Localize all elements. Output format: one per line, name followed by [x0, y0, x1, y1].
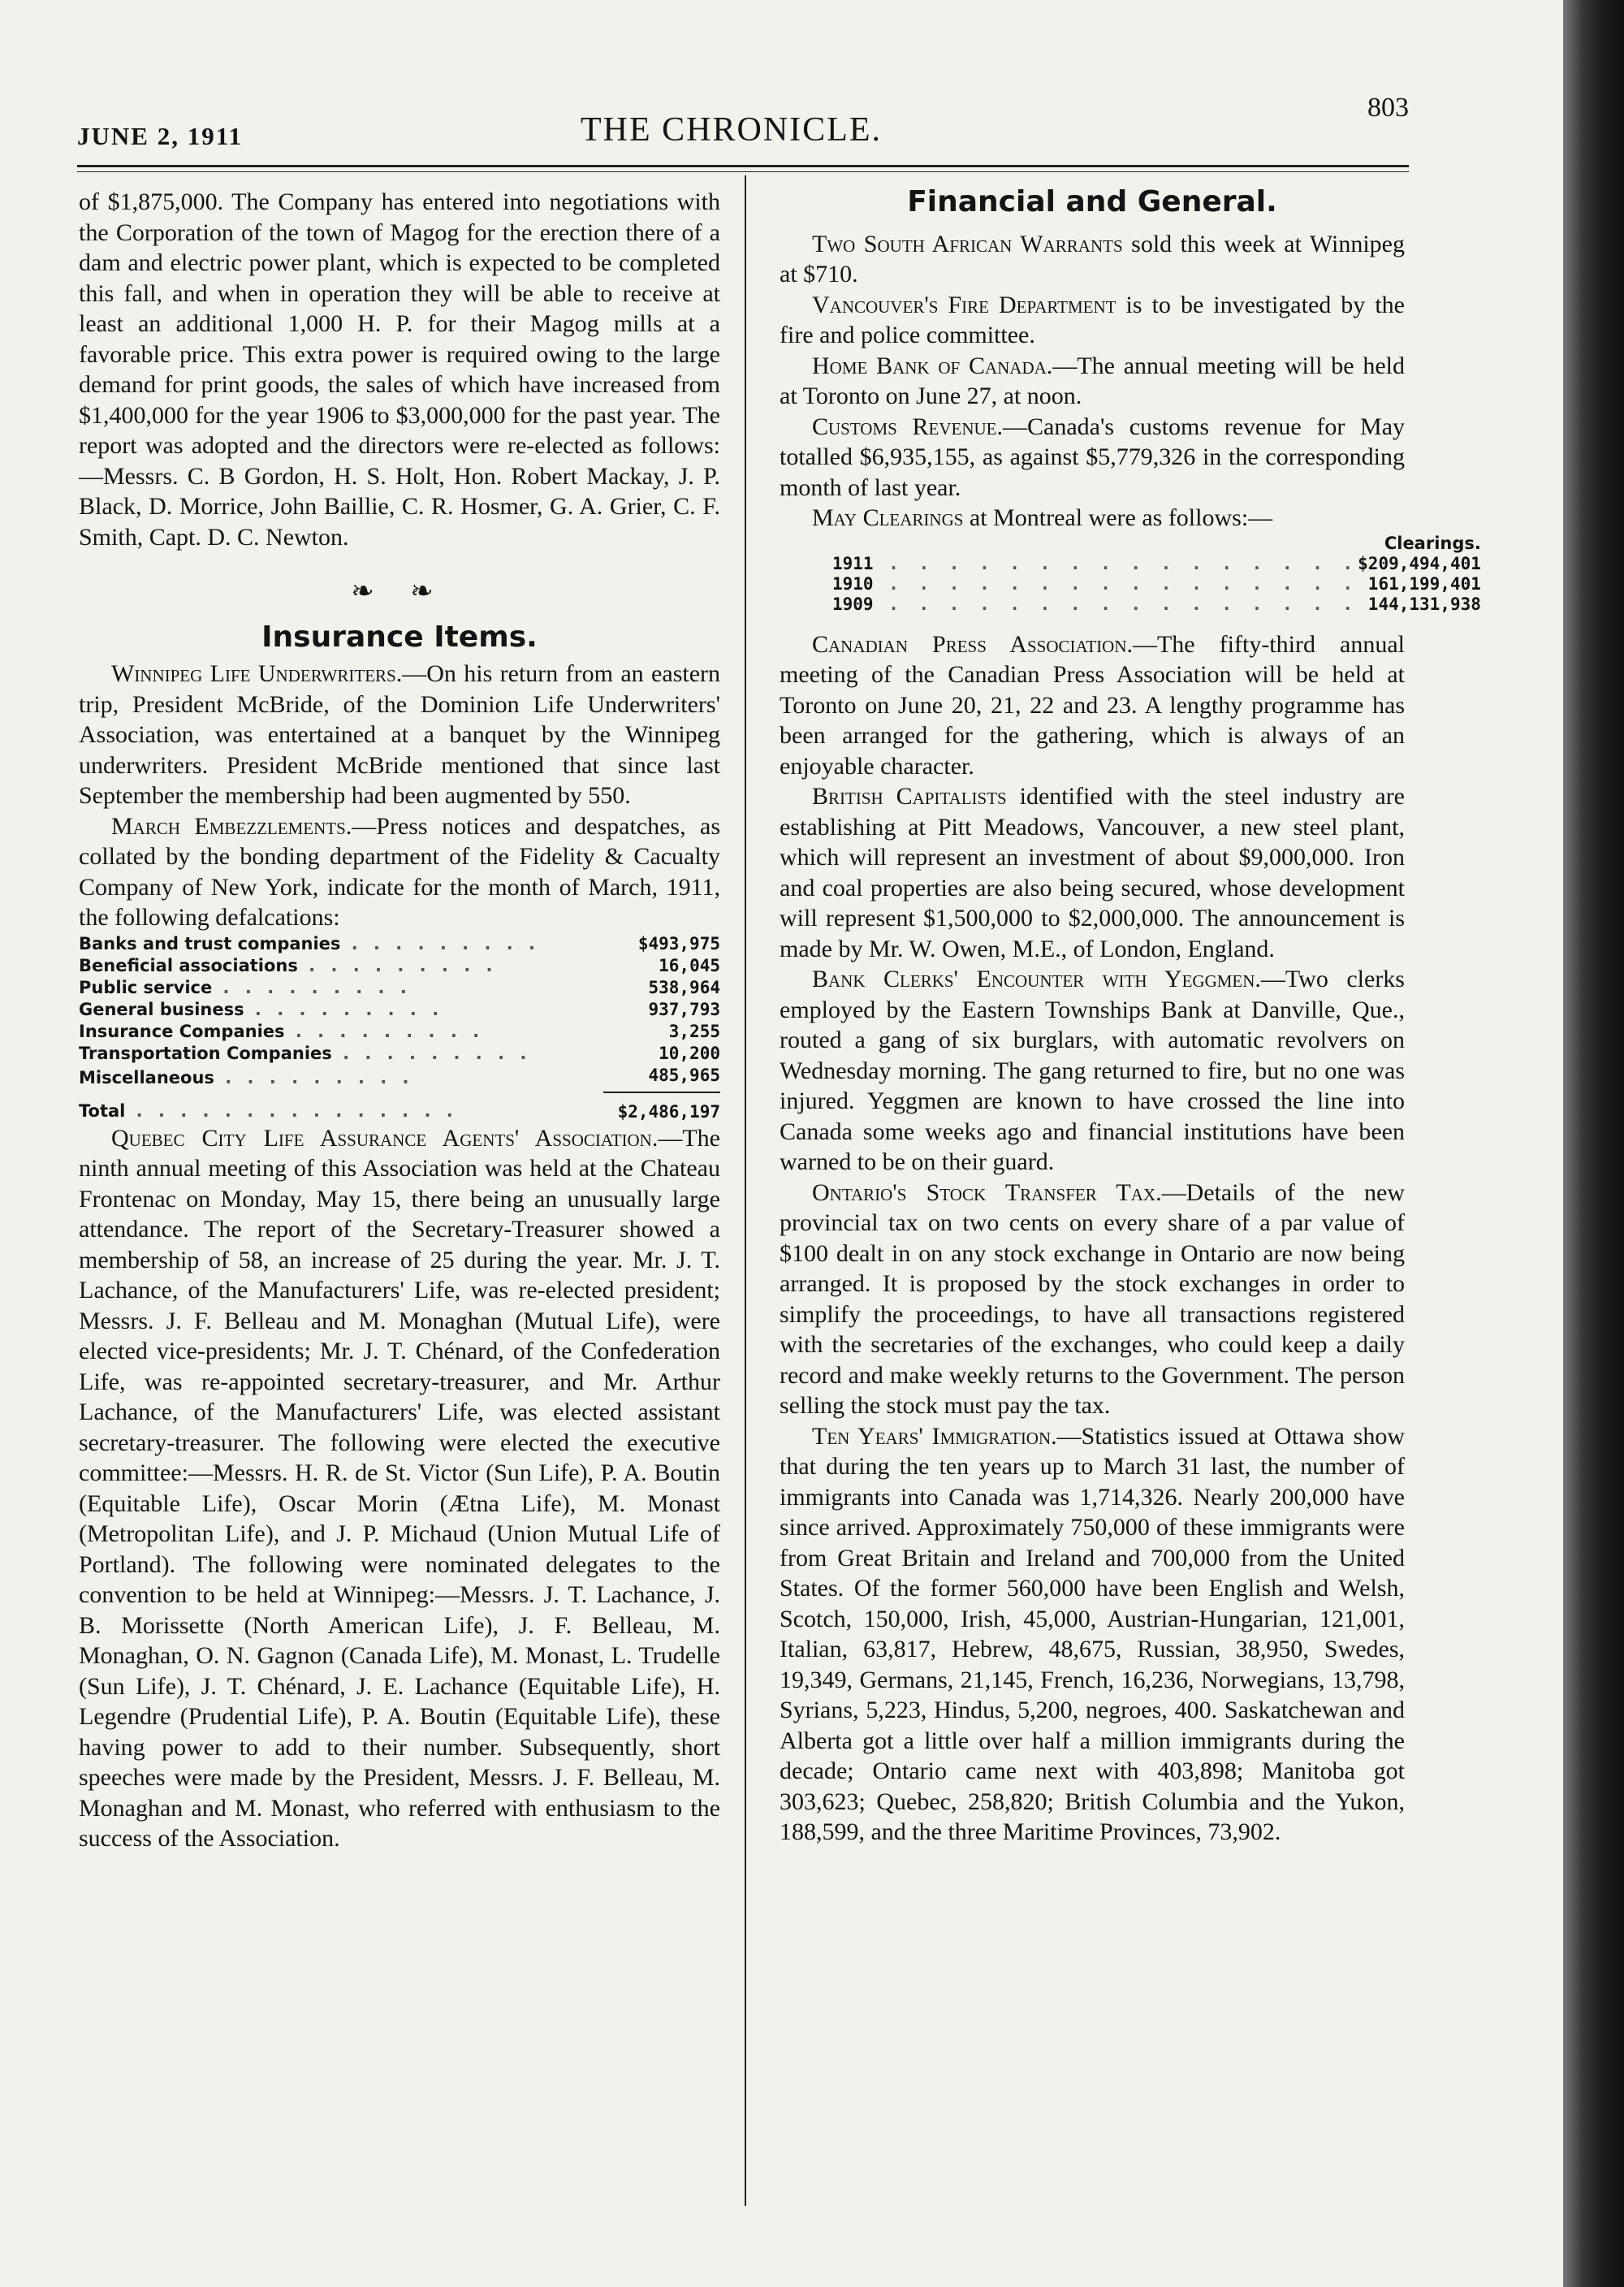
article-heading: Quebec City Life Assurance Agents' Association.: [111, 1124, 659, 1152]
row-amount: 10,200: [659, 1043, 720, 1063]
section-title-financial: Financial and General.: [907, 185, 1277, 218]
defalcations-table: [79, 933, 720, 1123]
continued-paragraph: of $1,875,000. The Company has entered into negotiations with the Corporation of the town of Magog for the erection there of a dam and electric power plant, which is expected to be completed this fall, and when in operation they will be able to receive at least an additional 1,000 H. P. for their Magog mills at a favorable price. This extra power is required owing to the large demand for print goods, the sales of which have increased from $1,400,000 for the year 1906 to $3,000,000 for the past year. The report was adopted and the directors were re-elected as follows:—Messrs. C. B Gordon, H. S. Holt, Hon. Robert Mackay, J. P. Black, D. Morrice, John Baillie, C. R. Hosmer, G. A. Grier, C. F. Smith, Capt. D. C. Newton.: [79, 188, 720, 551]
article-winnipeg: [79, 659, 720, 811]
table-row: Insurance Companies . . . . . . . . . 3,255: [79, 1021, 720, 1041]
table-row: General business . . . . . . . . . 937,793: [79, 999, 720, 1019]
article-text: is to be investigated by the fire and police committee.: [780, 291, 1405, 348]
article-text: —Press notices and despatches, as collated by the bonding department of the Fidelity & Cacualty Company of New York, indicate for the month of March, 1911, the following defalcations:: [79, 812, 720, 931]
header-rule: [77, 165, 1409, 167]
article-text: at Montreal were as follows:—: [963, 504, 1273, 531]
news-items: [780, 629, 1405, 1848]
news-item: [780, 964, 1405, 1178]
ornament-icon: ❧ ❧: [351, 577, 448, 607]
article-heading: British Capitalists: [812, 783, 1007, 810]
row-label: Miscellaneous: [79, 1068, 214, 1087]
column-divider: [745, 175, 746, 2206]
section-title-insurance: Insurance Items.: [261, 620, 538, 654]
article-quebec: [79, 1123, 720, 1854]
table-row: 1911 . . . . . . . . . . . . . . . . $209,494,401: [832, 553, 1481, 573]
table-row: Banks and trust companies . . . . . . . . . $493,975: [79, 933, 720, 953]
clearings-header-row: [832, 534, 1481, 554]
row-amount: $493,975: [637, 933, 720, 953]
article-text: identified with the steel industry are establishing at Pitt Meadows, Vancouver, a new steel plant, which will represent an investment of about $9,000,000. Iron and coal properties are also being secured, whose development will represent $1,500,000 to $2,000,000. The announcement is made by Mr. W. Owen, M.E., of London, England.: [780, 783, 1405, 962]
article-heading: March Embezzlements.: [111, 812, 352, 840]
news-item: [780, 781, 1405, 964]
article-text: —The fifty-third annual meeting of the Canadian Press Association will be held at Toronto on June 20, 21, 22 and 23. A lengthy programme has been arranged for the gathering, which is always of an enjoyable character.: [780, 630, 1405, 780]
row-label: General business: [79, 999, 244, 1019]
article-heading: May Clearings: [812, 504, 964, 531]
page-number: 803: [1367, 93, 1409, 123]
row-label: Banks and trust companies: [79, 933, 341, 953]
article-heading: Bank Clerks' Encounter with Yeggmen.: [812, 966, 1261, 992]
row-label: Transportation Companies: [79, 1043, 332, 1063]
article-heading: Winnipeg Life Underwriters.: [111, 660, 403, 687]
news-item: [780, 1421, 1405, 1848]
row-amount: 485,965: [648, 1065, 720, 1085]
table-row: Beneficial associations . . . . . . . . . 16,045: [79, 955, 720, 975]
clearings-amount: $209,494,401: [1358, 553, 1481, 573]
article-heading: Ten Years' Immigration.: [812, 1422, 1057, 1450]
article-text: —On his return from an eastern trip, President McBride, of the Dominion Life Underwriters' Association, was entertained at a banquet by the Winnipeg underwriters. President McBride mentioned that since last September the membership had been augmented by 550.: [79, 660, 721, 809]
row-amount: 937,793: [648, 999, 720, 1019]
article-march: [79, 811, 720, 933]
clearings-year: 1910: [832, 573, 874, 594]
article-text: —The annual meeting will be held at Toronto on June 27, at noon.: [780, 352, 1405, 409]
book-spine: [1563, 0, 1624, 2287]
row-label: Beneficial associations: [79, 955, 298, 975]
clearings-header: Clearings.: [1384, 533, 1481, 553]
clearings-year: 1911: [832, 553, 874, 573]
article-text: —Details of the new provincial tax on two cents on every share of a par value of $100 dealt in on any stock exchange in Ontario are now being arranged. It is proposed by the stock exchanges in order to simplify the proceedings, to have all transactions registered with the secretaries of the exchanges, who could keep a daily record and make weekly returns to the Government. The person selling the stock must pay the tax.: [780, 1178, 1405, 1419]
header-rule-thin: [77, 171, 1409, 172]
page-header: [77, 89, 1409, 171]
article-may-clearings: [780, 503, 1405, 534]
clearings-amount: 161,199,401: [1367, 573, 1481, 594]
article-text: —The ninth annual meeting of this Association was held at the Chateau Frontenac on Monday, May 15, there being an unusually large attendance. The report of the Secretary-Treasurer showed a membership of 58, an increase of 25 during the year. Mr. J. T. Lachance, of the Manufacturers' Life, was re-elected president; Messrs. J. F. Belleau and M. Monaghan (Mutual Life), were elected vice-presidents; Mr. J. T. Chénard, of the Confederation Life, was re-appointed secretary-treasurer, and Mr. Arthur Lachance, of the Manufacturers' Life, was elected assistant secretary-treasurer. The following were elected the executive committee:—Messrs. H. R. de St. Victor (Sun Life), P. A. Boutin (Equitable Life), Oscar Morin (Ætna Life), M. Monast (Metropolitan Life), and J. P. Michaud (Union Mutual Life of Portland). The following were nominated delegates to the convention to be held at Winnipeg:—Messrs. J. T. Lachance, J. B. Morissette (North American Life), J. F. Belleau, M. Monaghan, O. N. Gagnon (Canada Life), M. Monast, L. Trudelle (Sun Life), J. T. Chénard, J. E. Lachance (Equitable Life), H. Legendre (Prudential Life), P. A. Boutin (Equitable Life), these having power to add to their number. Subsequently, short speeches were made by the President, Messrs. J. F. Belleau, M. Monaghan and M. Monast, who referred with enthusiasm to the success of the Association.: [79, 1124, 720, 1852]
news-item: [780, 351, 1405, 412]
clearings-year: 1909: [832, 594, 874, 614]
article-heading: Customs Revenue.: [812, 413, 1003, 440]
article-heading: Home Bank of Canada.: [812, 352, 1053, 379]
right-column: [780, 185, 1481, 1848]
article-text: sold this week at Winnipeg at $710.: [780, 230, 1405, 287]
news-item: [780, 290, 1405, 351]
news-item: [780, 412, 1405, 504]
row-amount: 16,045: [659, 955, 720, 975]
news-item: [780, 629, 1405, 782]
article-text: —Statistics issued at Ottawa show that during the ten years up to March 31 last, the number of immigrants into Canada was 1,714,326. Nearly 200,000 have since arrived. Approximately 750,000 of these immigrants were from Great Britain and Ireland and 700,000 from the United States. Of the former 560,000 have been English and Welsh, Scotch, 150,000, Irish, 45,000, Austrian-Hungarian, 121,001, Italian, 63,817, Hebrew, 48,675, Russian, 38,950, Swedes, 19,349, Germans, 21,145, French, 16,236, Norwegians, 13,798, Syrians, 5,223, Hindus, 5,200, negroes, 400. Saskatchewan and Alberta got a little over half a million immigrants during the decade; Ontario came next with 403,898; Manitoba got 303,623; Quebec, 258,820; British Columbia and the Yukon, 188,599, and the three Maritime Provinces, 73,902.: [780, 1422, 1405, 1845]
news-item: [780, 229, 1405, 290]
news-items: [780, 229, 1405, 504]
clearings-table: [832, 534, 1481, 615]
article-text: —Two clerks employed by the Eastern Townships Bank at Danville, Que., routed a gang of six burglars, with automatic revolvers on Wednesday morning. The gang returned to fire, but no one was injured. Yeggmen are known to have crossed the line into Canada some weeks ago and financial institutions have been warned to be on their guard.: [780, 966, 1405, 1175]
total-amount: $2,486,197: [603, 1092, 720, 1123]
article-heading: Canadian Press Association.: [812, 630, 1133, 658]
article-heading: Ontario's Stock Transfer Tax.: [812, 1178, 1162, 1206]
left-column: [79, 187, 720, 1854]
table-row: 1910 . . . . . . . . . . . . . . . . 161,199,401: [832, 573, 1481, 594]
row-label: Insurance Companies: [79, 1021, 285, 1041]
row-amount: 3,255: [668, 1021, 720, 1041]
clearings-amount: 144,131,938: [1367, 594, 1481, 614]
news-item: [780, 1178, 1405, 1421]
table-row: Miscellaneous . . . . . . . . . 485,965: [79, 1065, 720, 1092]
row-amount: 538,964: [648, 977, 720, 997]
article-heading: Two South African Warrants: [812, 230, 1123, 257]
row-label: Public service: [79, 977, 213, 997]
article-heading: Vancouver's Fire Department: [812, 291, 1116, 318]
table-row: 1909 . . . . . . . . . . . . . . . . 144,131,938: [832, 594, 1481, 614]
header-date: JUNE 2, 1911: [77, 122, 243, 150]
table-row: Transportation Companies . . . . . . . . . 10,200: [79, 1043, 720, 1063]
article-text: —Canada's customs revenue for May totalled $6,935,155, as against $5,779,326 in the corresponding month of last year.: [780, 413, 1406, 501]
header-title: THE CHRONICLE.: [581, 111, 882, 149]
table-row: Public service . . . . . . . . . 538,964: [79, 977, 720, 997]
total-label: Total: [79, 1101, 126, 1121]
total-row: Total . . . . . . . . . . . . . . . $2,486,197: [79, 1092, 720, 1123]
